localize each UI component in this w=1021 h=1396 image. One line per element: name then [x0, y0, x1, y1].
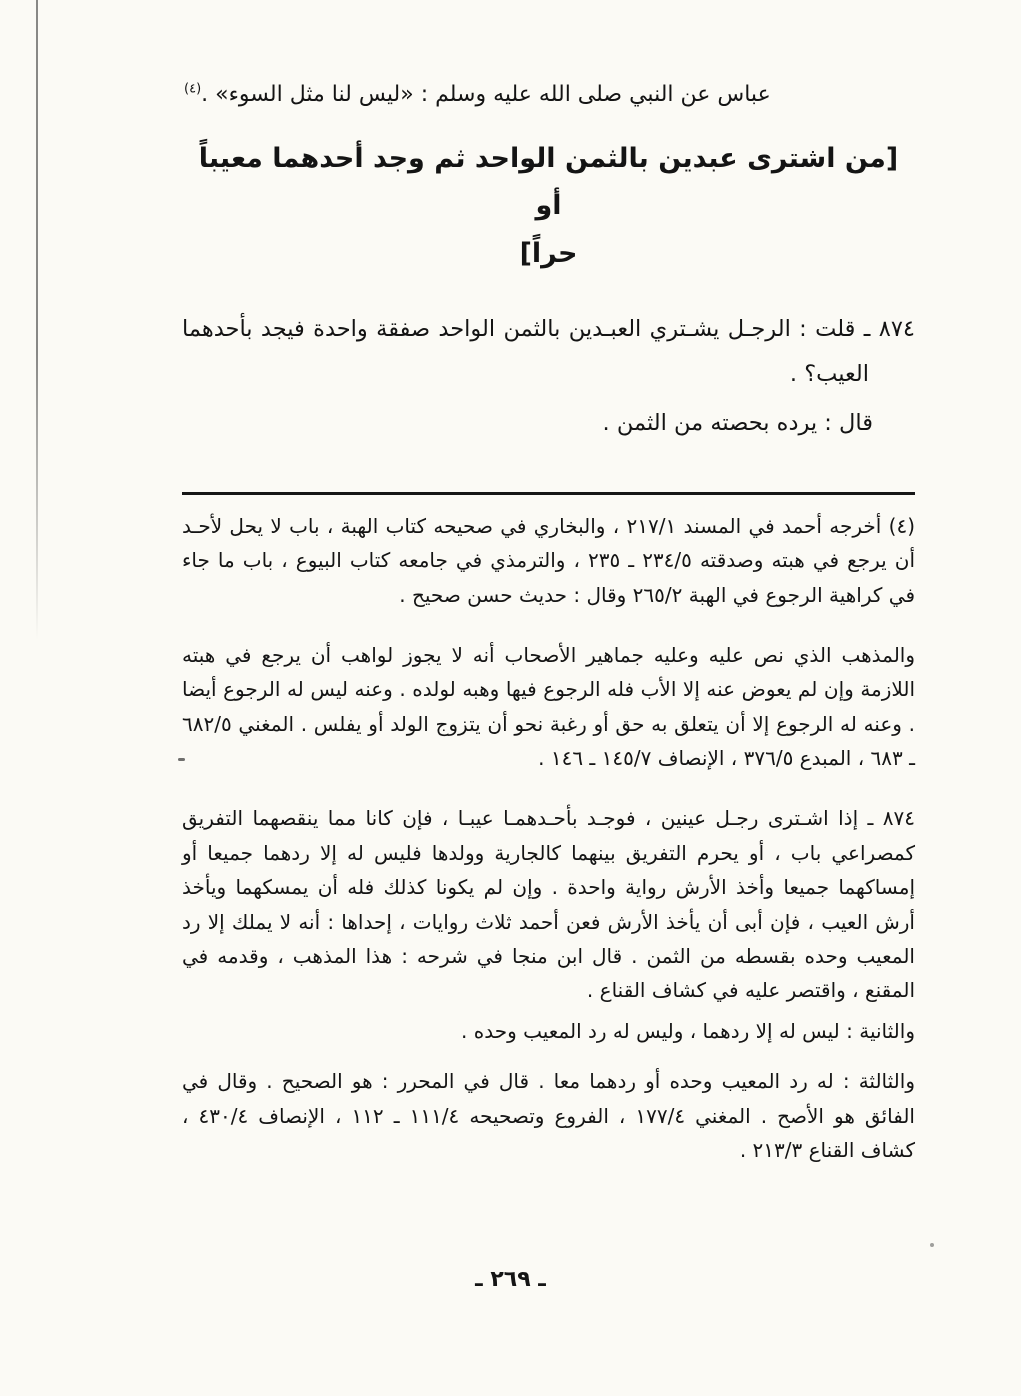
footnotes-section — [182, 509, 915, 1168]
footnote-second-narration: والثانية : ليس له إلا ردهما ، وليس له رد المعيب وحده . — [461, 1018, 915, 1043]
section-title — [182, 135, 915, 277]
section-title-line1: [من اشترى عبدين بالثمن الواحد ثم وجد أحدهما معيباً أو — [198, 143, 899, 222]
answer-paragraph: قال : يرده بحصته من الثمن . — [602, 409, 873, 436]
footnote-third-narration: والثالثة : له رد المعيب وحده أو ردهما معا . قال في المحرر : هو الصحيح . وقال في الفائق هو الأصح . المغني ١٧٧/٤ ، الفروع وتصحيحه ١١١/٤ ـ ١١٢ ، الإنصاف ٤٣٠/٤ ، كشاف القناع ٢١٣/٣ . — [182, 1069, 915, 1162]
page-number: ـ ٢٦٩ ـ — [475, 1267, 546, 1292]
footnote-madhhab-paragraph: والمذهب الذي نص عليه وعليه جماهير الأصحاب أنه لا يجوز لواهب أن يرجع في هبته اللازمة وإن لم يعوض عنه إلا الأب فله الرجوع فيها وهبه لولده . وعنه ليس له الرجوع أيضا . وعنه له الرجوع إلا أن يتعلق به حق أو رغبة نحو أن يتزوج الولد أو يفلس . المغني ٦٨٢/٥ ـ ٦٨٣ ، المبدع ٣٧٦/٥ ، الإنصاف ١٤٥/٧ ـ ١٤٦ . — [182, 642, 915, 771]
scan-artifact-speck — [930, 1243, 934, 1247]
hadith-text: عباس عن النبي صلى الله عليه وسلم : «ليس لنا مثل السوء» . — [201, 82, 771, 107]
section-title-line2: حراً] — [519, 237, 578, 269]
footnote-reference-mark: (٤) — [184, 81, 202, 97]
footnote-separator-rule — [182, 492, 915, 495]
footnote-takhrij: (٤) أخرجه أحمد في المسند ٢١٧/١ ، والبخاري في صحيحه كتاب الهبة ، باب لا يحل لأحـد أن يرجع في هبته وصدقته ٢٣٤/٥ ـ ٢٣٥ ، والترمذي في جامعه كتاب البيوع ، باب ما جاء في كراهية الرجوع في الهبة ٢٦٥/٢ وقال : حديث حسن صحيح . — [182, 513, 916, 607]
page-content — [182, 78, 915, 1167]
footnote-commentary-874: ٨٧٤ ـ إذا اشـترى رجـل عينين ، فوجـد بأحـدهمـا عيبـا ، فإن كانا مما ينقصهما التفريق كمصراعي باب ، أو يحرم التفريق بينهما كالجارية وولدها فليس له إلا ردهما جميعا أو إمساكهما جميعا وأخذ الأرش رواية واحدة . وإن لم يكونا كذلك فله أن يمسكهما ويأخذ أرش العيب ، فإن أبى أن يأخذ الأرش فعن أحمد ثلاث روايات ، إحداها : أنه لا يملك إلا رد المعيب وحده بقسطه من الثمن . قال ابن منجا في شرحه : هذا المذهب ، وقدمه في المقنع ، واقتصر عليه في كشاف القناع . — [182, 806, 915, 1003]
scan-artifact-gutter-line — [36, 0, 38, 640]
hadith-continuation-line — [182, 78, 915, 111]
question-paragraph: ٨٧٤ ـ قلت : الرجـل يشـتري العبـدين بالثمن الواحد صفقة واحدة فيجد بأحدهما العيب؟ . — [182, 315, 915, 387]
question-answer-block — [182, 307, 915, 446]
